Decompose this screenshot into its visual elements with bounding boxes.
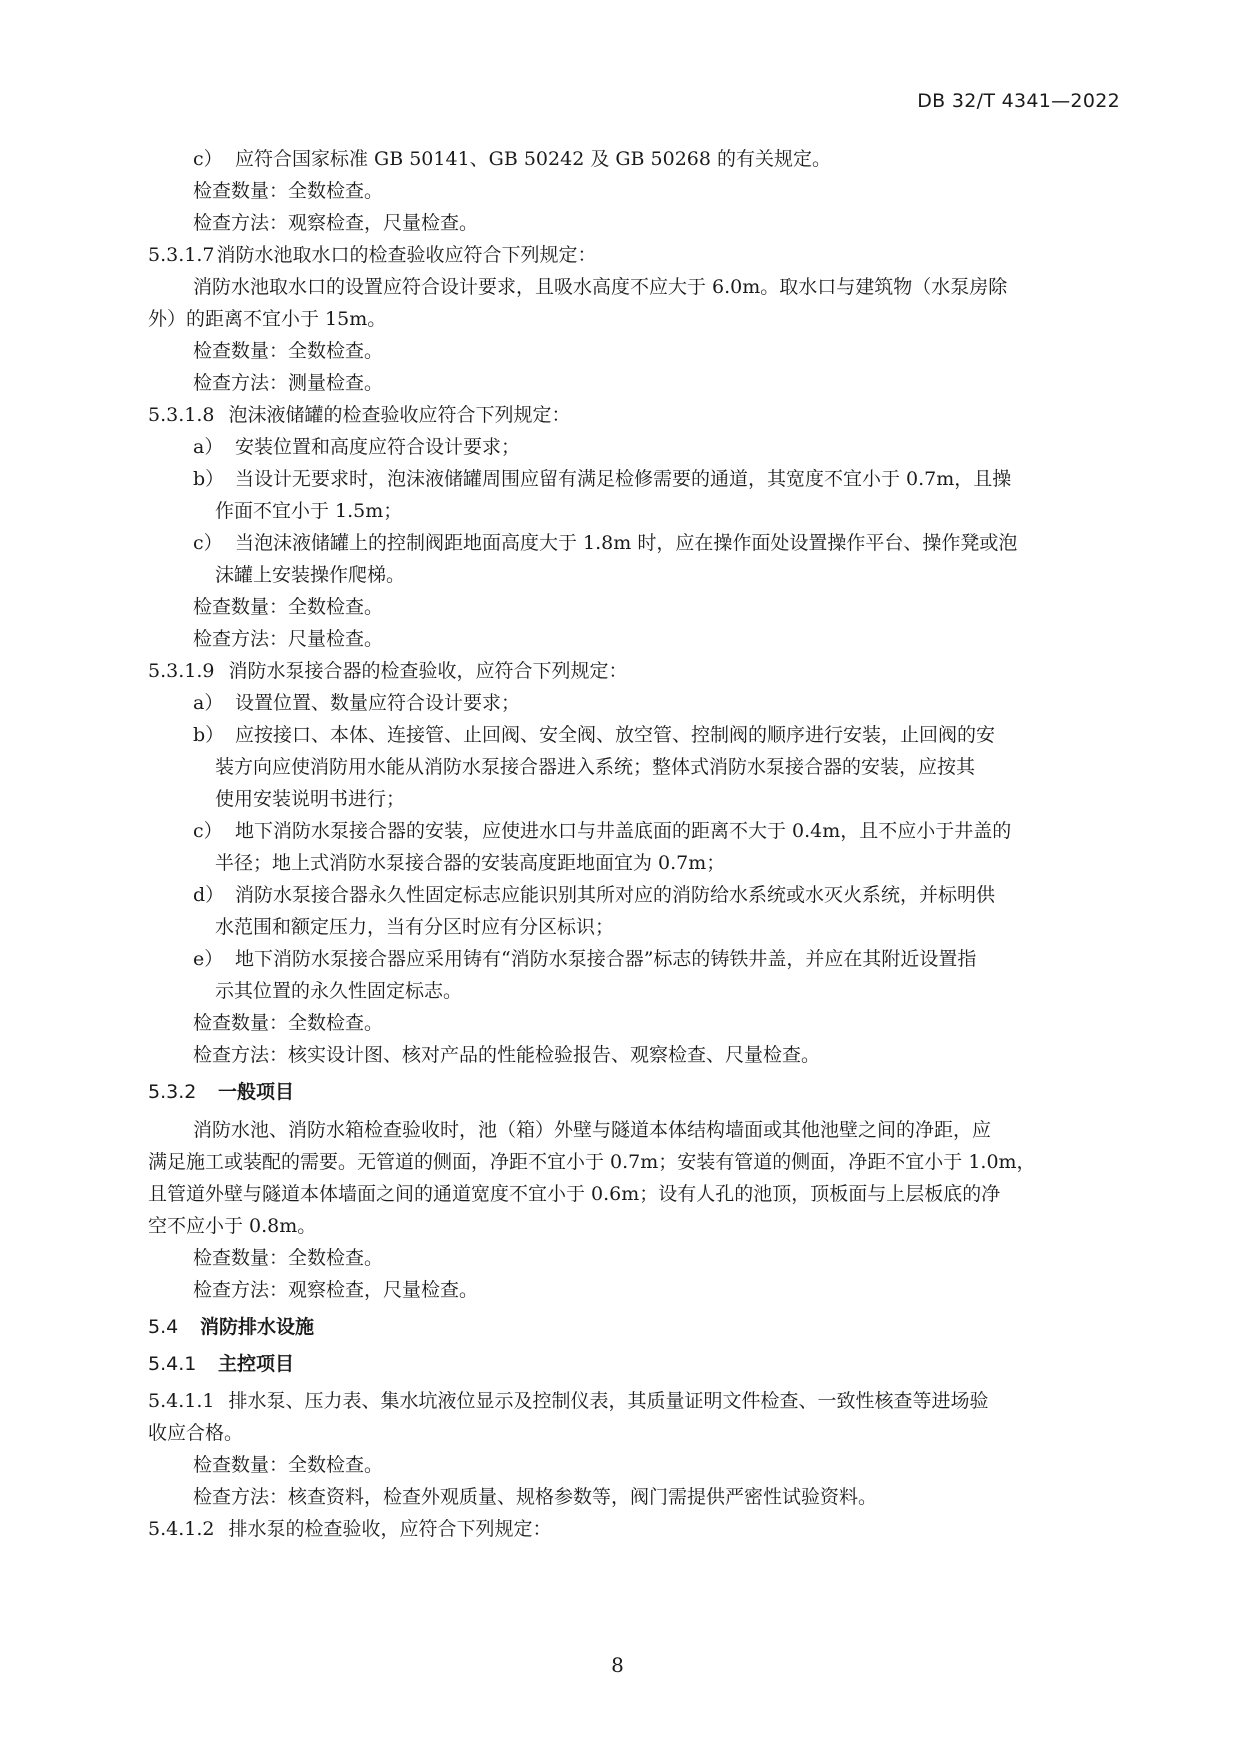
list-item-text: 消防水泵接合器永久性固定标志应能识别其所对应的消防给水系统或水灭火系统，并标明供 [235, 884, 996, 906]
list-item-label: d） [193, 884, 225, 906]
paragraph-line: 检查数量：全数检查。 [193, 1454, 384, 1476]
list-item-text: 当设计无要求时，泡沫液储罐周围应留有满足检修需要的通道，其宽度不宜小于 0.7m，且操 [235, 468, 1012, 490]
clause-heading [148, 243, 1118, 267]
clause-heading [148, 403, 1118, 427]
paragraph-line: 消防水池、消防水箱检查验收时，池（箱）外壁与隧道本体结构墙面或其他池壁之间的净距，应 [193, 1119, 992, 1141]
list-item-text: 应符合国家标准 GB 50141、GB 50242 及 GB 50268 的有关规定。 [235, 148, 832, 170]
clause-number: 5.4.1.2 [148, 1518, 215, 1540]
section-heading [148, 1315, 1118, 1339]
clause-number: 5.3.2 [148, 1081, 197, 1103]
clause-title: 排水泵的检查验收，应符合下列规定： [228, 1518, 552, 1540]
list-item-continuation: 沫罐上安装操作爬梯。 [215, 564, 406, 586]
list-item [193, 467, 1163, 491]
list-item-text: 安装位置和高度应符合设计要求； [235, 436, 521, 458]
clause-title: 消防排水设施 [200, 1316, 315, 1338]
clause-heading [148, 659, 1118, 683]
section-heading [148, 1080, 1118, 1104]
clause-heading [148, 1389, 1118, 1413]
document-code: DB 32/T 4341—2022 [917, 90, 1120, 112]
list-item-text: 地下消防水泵接合器的安装，应使进水口与井盖底面的距离不大于 0.4m，且不应小于井盖的 [235, 820, 1012, 842]
paragraph-line: 检查数量：全数检查。 [193, 596, 384, 618]
paragraph-line: 检查方法：测量检查。 [193, 372, 384, 394]
list-item [193, 147, 1163, 171]
paragraph-line: 检查数量：全数检查。 [193, 340, 384, 362]
clause-title: 排水泵、压力表、集水坑液位显示及控制仪表，其质量证明文件检查、一致性核查等进场验 [228, 1390, 989, 1412]
paragraph-line: 检查方法：观察检查，尺量检查。 [193, 212, 479, 234]
list-item-text: 应按接口、本体、连接管、止回阀、安全阀、放空管、控制阀的顺序进行安装，止回阀的安 [235, 724, 996, 746]
paragraph-line: 检查方法：核实设计图、核对产品的性能检验报告、观察检查、尺量检查。 [193, 1044, 821, 1066]
list-item-continuation: 装方向应使消防用水能从消防水泵接合器进入系统；整体式消防水泵接合器的安装，应按其 [215, 756, 976, 778]
clause-number: 5.4.1 [148, 1353, 197, 1375]
clause-title: 消防水泵接合器的检查验收，应符合下列规定： [228, 660, 628, 682]
list-item-continuation: 水范围和额定压力，当有分区时应有分区标识； [215, 916, 615, 938]
paragraph-line: 检查方法：尺量检查。 [193, 628, 384, 650]
paragraph-line: 外）的距离不宜小于 15m。 [148, 308, 387, 330]
paragraph-line: 收应合格。 [148, 1422, 244, 1444]
paragraph-line: 检查方法：观察检查，尺量检查。 [193, 1279, 479, 1301]
list-item-label: c） [193, 820, 223, 842]
clause-title: 消防水池取水口的检查验收应符合下列规定： [216, 244, 597, 266]
paragraph-line: 检查数量：全数检查。 [193, 1012, 384, 1034]
list-item-continuation: 使用安装说明书进行； [215, 788, 406, 810]
clause-number: 5.3.1.7 [148, 244, 215, 266]
list-item-label: b） [193, 724, 225, 746]
paragraph-line: 检查方法：核查资料，检查外观质量、规格参数等，阀门需提供严密性试验资料。 [193, 1486, 878, 1508]
list-item-text: 地下消防水泵接合器应采用铸有“消防水泵接合器”标志的铸铁井盖，并应在其附近设置指 [235, 948, 977, 970]
list-item-label: c） [193, 148, 223, 170]
list-item-label: a） [193, 692, 224, 714]
list-item-text: 当泡沫液储罐上的控制阀距地面高度大于 1.8m 时，应在操作面处设置操作平台、操作凳或泡 [235, 532, 1018, 554]
section-heading [148, 1352, 1118, 1376]
list-item-label: b） [193, 468, 225, 490]
paragraph-line: 检查数量：全数检查。 [193, 180, 384, 202]
paragraph-line: 满足施工或装配的需要。无管道的侧面，净距不宜小于 0.7m；安装有管道的侧面，净距不宜小于 1.0m， [148, 1151, 1036, 1173]
clause-title: 泡沫液储罐的检查验收应符合下列规定： [228, 404, 571, 426]
paragraph-line: 消防水池取水口的设置应符合设计要求，且吸水高度不应大于 6.0m。取水口与建筑物（水泵房除 [193, 276, 1008, 298]
list-item [193, 819, 1163, 843]
list-item-continuation: 作面不宜小于 1.5m； [215, 500, 403, 522]
list-item-continuation: 示其位置的永久性固定标志。 [215, 980, 463, 1002]
list-item-label: a） [193, 436, 224, 458]
list-item [193, 883, 1163, 907]
clause-title: 一般项目 [218, 1081, 295, 1103]
list-item-continuation: 半径；地上式消防水泵接合器的安装高度距地面宜为 0.7m； [215, 852, 726, 874]
list-item [193, 435, 1163, 459]
clause-number: 5.4 [148, 1316, 179, 1338]
list-item [193, 723, 1163, 747]
list-item-text: 设置位置、数量应符合设计要求； [235, 692, 521, 714]
clause-number: 5.3.1.9 [148, 660, 215, 682]
paragraph-line: 检查数量：全数检查。 [193, 1247, 384, 1269]
paragraph-line: 且管道外壁与隧道本体墙面之间的通道宽度不宜小于 0.6m；设有人孔的池顶，顶板面与上层板底的净 [148, 1183, 1001, 1205]
list-item [193, 947, 1163, 971]
clause-number: 5.4.1.1 [148, 1390, 215, 1412]
page-number: 8 [611, 1653, 624, 1677]
list-item-label: c） [193, 532, 223, 554]
list-item [193, 531, 1163, 555]
list-item-label: e） [193, 948, 224, 970]
clause-heading [148, 1517, 1118, 1541]
paragraph-line: 空不应小于 0.8m。 [148, 1215, 317, 1237]
clause-number: 5.3.1.8 [148, 404, 215, 426]
list-item [193, 691, 1163, 715]
clause-title: 主控项目 [218, 1353, 295, 1375]
